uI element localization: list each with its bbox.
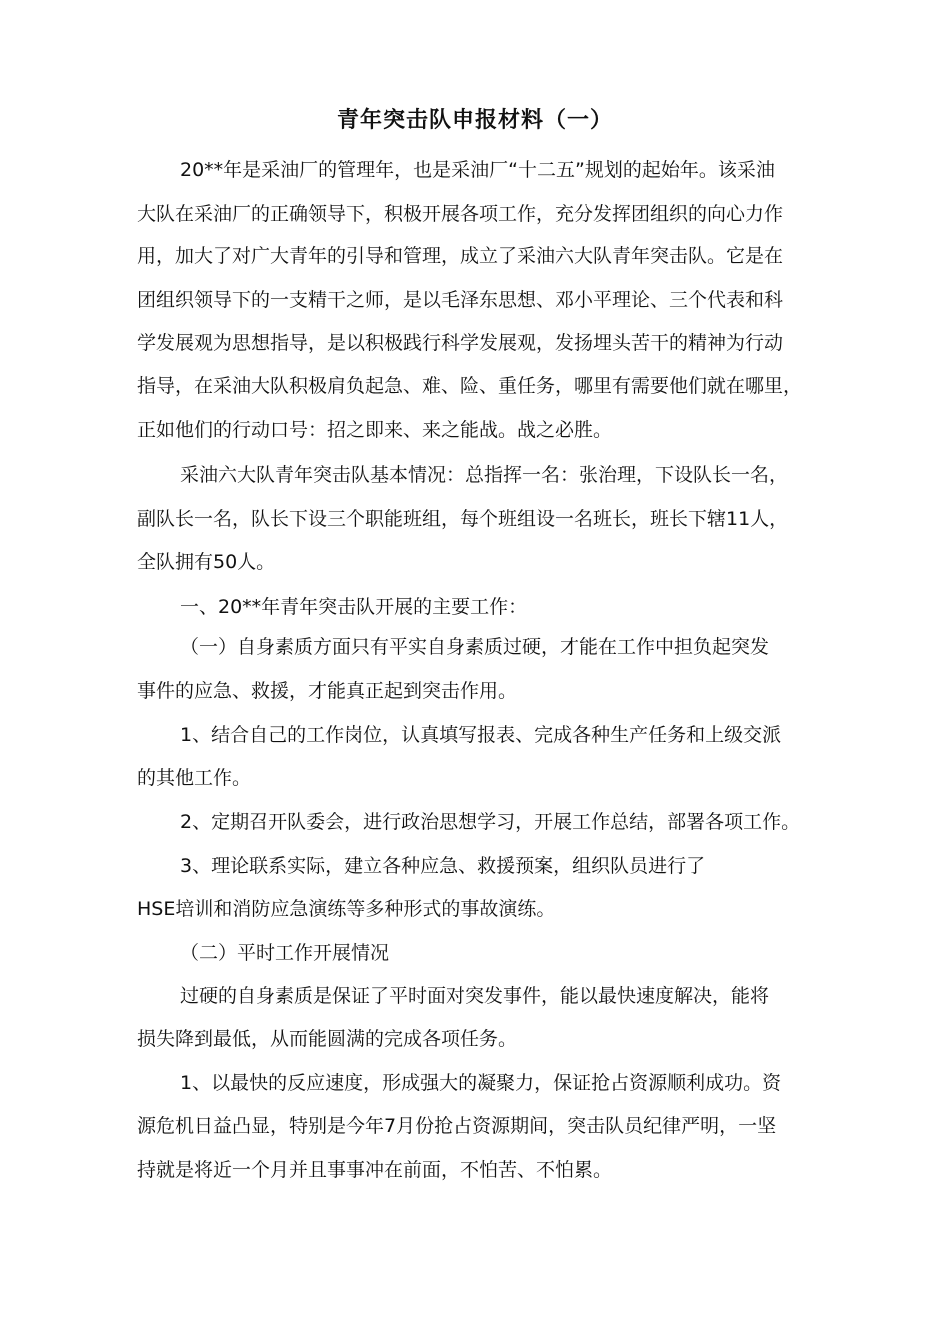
- section-heading: 一、20**年青年突击队开展的主要工作：: [180, 596, 528, 618]
- text-line: 团组织领导下的一支精干之师，是以毛泽东思想、邓小平理论、三个代表和科: [137, 289, 784, 311]
- text-line: 副队长一名，队长下设三个职能班组，每个班组设一名班长，班长下辖11人，: [137, 508, 789, 530]
- text-line: 1、结合自己的工作岗位，认真填写报表、完成各种生产任务和上级交派: [180, 724, 782, 746]
- text-line: 用，加大了对广大青年的引导和管理，成立了采油六大队青年突击队。它是在: [137, 245, 784, 267]
- text-line: HSE培训和消防应急演练等多种形式的事故演练。: [137, 898, 556, 920]
- text-line: 过硬的自身素质是保证了平时面对突发事件，能以最快速度解决，能将: [180, 985, 770, 1007]
- text-line: 20**年是采油厂的管理年，也是采油厂“十二五”规划的起始年。该采油: [180, 159, 775, 181]
- text-line: 指导，在采油大队积极肩负起急、难、险、重任务，哪里有需要他们就在哪里，: [137, 375, 803, 397]
- text-line: 损失降到最低，从而能圆满的完成各项任务。: [137, 1028, 518, 1050]
- text-line: 大队在采油厂的正确领导下，积极开展各项工作，充分发挥团组织的向心力作: [137, 203, 784, 225]
- text-line: 持就是将近一个月并且事事冲在前面，不怕苦、不怕累。: [137, 1159, 613, 1181]
- text-line: 学发展观为思想指导，是以积极践行科学发展观，发扬埋头苦干的精神为行动: [137, 332, 784, 354]
- document-title: 青年突击队申报材料（一）: [336, 108, 613, 133]
- subsection-heading: （二）平时工作开展情况: [180, 942, 390, 964]
- text-line: 2、定期召开队委会，进行政治思想学习，开展工作总结，部署各项工作。: [180, 811, 801, 833]
- text-line: 采油六大队青年突击队基本情况：总指挥一名：张治理，下设队长一名，: [180, 464, 789, 486]
- text-line: 事件的应急、救援，才能真正起到突击作用。: [137, 680, 518, 702]
- text-line: 源危机日益凸显，特别是今年7月份抢占资源期间，突击队员纪律严明，一坚: [137, 1115, 777, 1137]
- text-line: 全队拥有50人。: [137, 551, 276, 573]
- text-line: （一）自身素质方面只有平实自身素质过硬，才能在工作中担负起突发: [180, 636, 770, 658]
- text-line: 3、理论联系实际，建立各种应急、救援预案，组织队员进行了: [180, 855, 706, 877]
- text-line: 1、以最快的反应速度，形成强大的凝聚力，保证抢占资源顺利成功。资: [180, 1072, 782, 1094]
- text-line: 的其他工作。: [137, 767, 252, 789]
- text-line: 正如他们的行动口号：招之即来、来之能战。战之必胜。: [137, 419, 613, 441]
